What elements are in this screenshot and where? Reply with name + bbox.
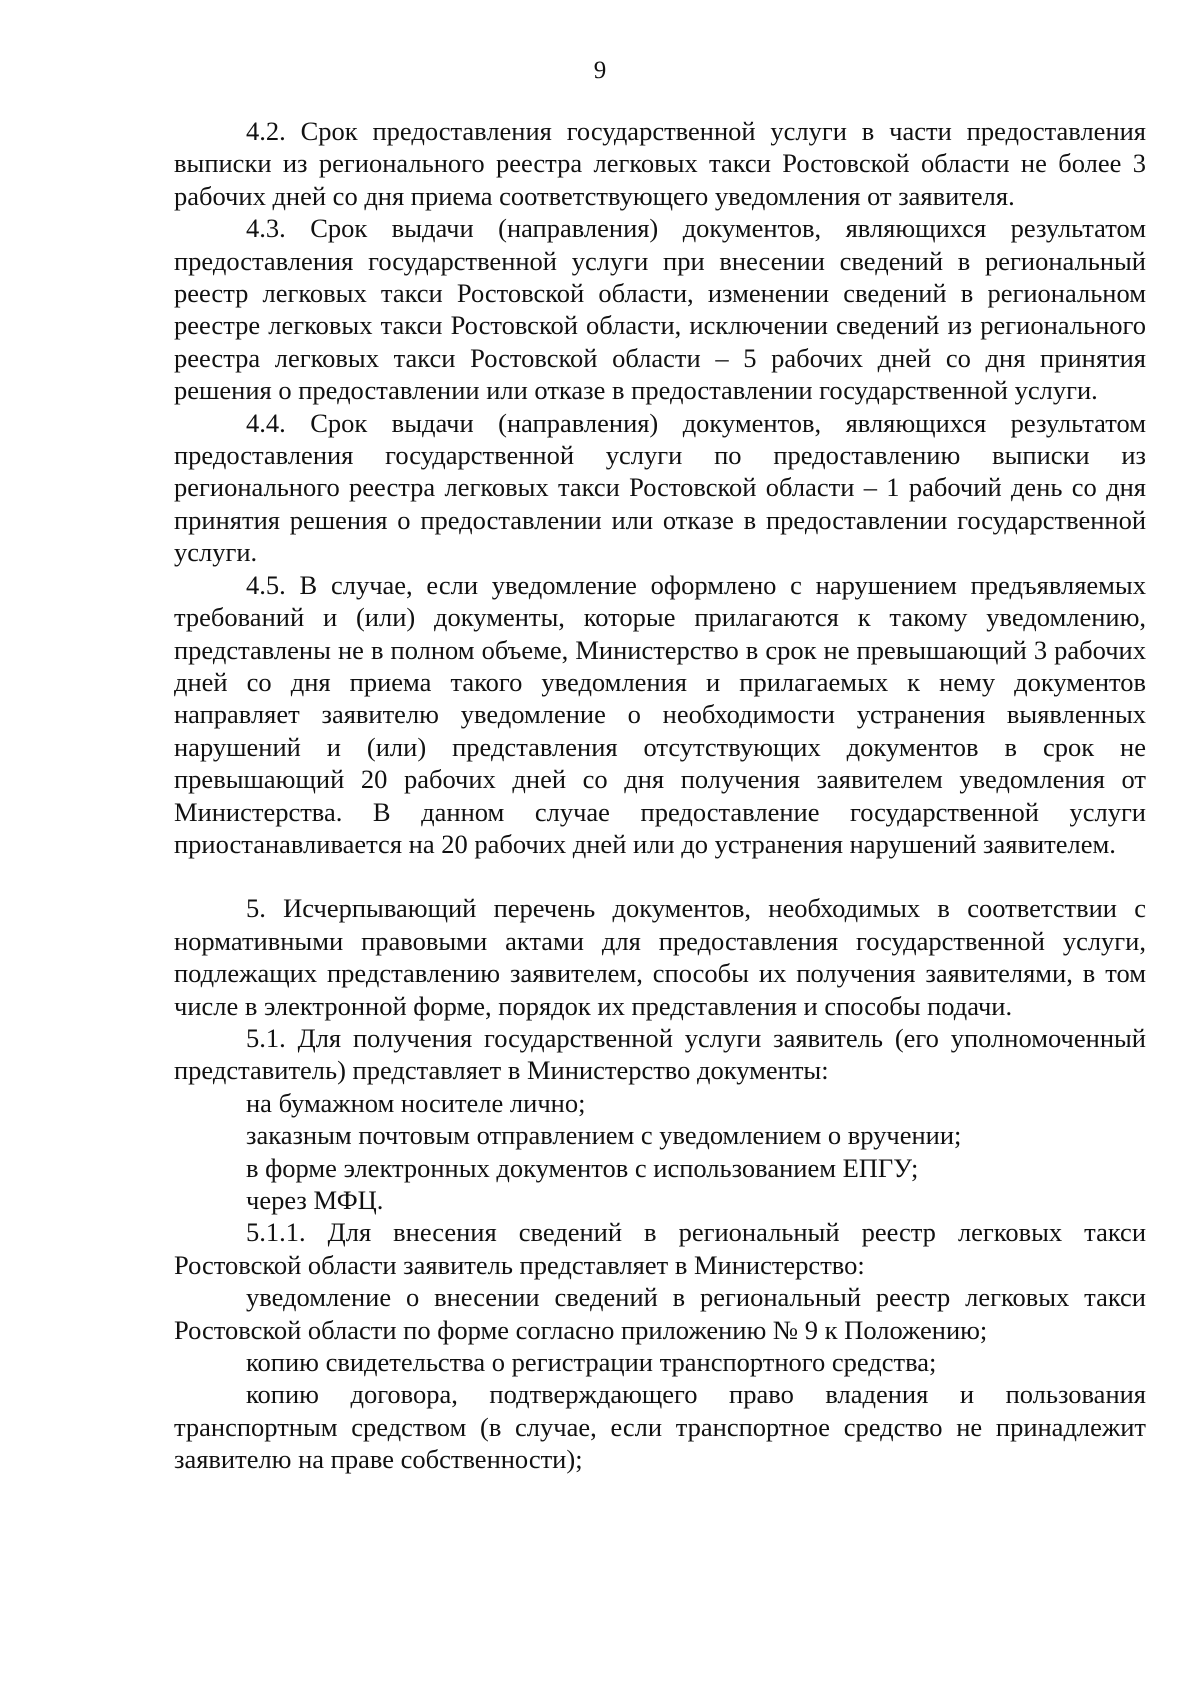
paragraph-5-heading: 5. Исчерпывающий перечень документов, необходимых в соответствии с нормативными правовыми актами для предоставления государственной услуги, подлежащих представлению заявителем, способы их получения заявителями, в том числе в электронной форме, порядок их представления и способы подачи.: [174, 893, 1146, 1021]
list-item: на бумажном носителе лично;: [246, 1087, 586, 1118]
list-item: копию свидетельства о регистрации транспортного средства;: [246, 1347, 937, 1378]
paragraph-4-3: 4.3. Срок выдачи (направления) документов, являющихся результатом предоставления государственной услуги при внесении сведений в региональный реестр легковых такси Ростовской области, изменении сведений в региональном реестре легковых такси Ростовской области, исключении сведений из регионального реестра легковых такси Ростовской области – 5 рабочих дней со дня принятия решения о предоставлении или отказе в предоставлении государственной услуги.: [174, 213, 1146, 406]
list-item: заказным почтовым отправлением с уведомлением о вручении;: [246, 1120, 962, 1151]
paragraph-5-1: 5.1. Для получения государственной услуги заявитель (его уполномоченный представитель) представляет в Министерство документы:: [174, 1022, 1146, 1086]
list-item: копию договора, подтверждающего право владения и пользования транспортным средством (в случае, если транспортное средство не принадлежит заявителю на праве собственности);: [174, 1379, 1146, 1475]
paragraph-4-4: 4.4. Срок выдачи (направления) документов, являющихся результатом предоставления государственной услуги по предоставлению выписки из регионального реестра легковых такси Ростовской области – 1 рабочий день со дня принятия решения о предоставлении или отказе в предоставлении государственной услуги.: [174, 407, 1146, 568]
document-body: [174, 115, 1146, 1476]
list-item: в форме электронных документов с использованием ЕПГУ;: [246, 1152, 919, 1183]
paragraph-4-5: 4.5. В случае, если уведомление оформлено с нарушением предъявляемых требований и (или) документы, которые прилагаются к такому уведомлению, представлены не в полном объеме, Министерство в срок не превышающий 3 рабочих дней со дня приема такого уведомления и прилагаемых к нему документов направляет заявителю уведомление о необходимости устранения выявленных нарушений и (или) представления отсутствующих документов в срок не превышающий 20 рабочих дней со дня получения заявителем уведомления от Министерства. В данном случае предоставление государственной услуги приостанавливается на 20 рабочих дней или до устранения нарушений заявителем.: [174, 569, 1146, 859]
list-item: через МФЦ.: [246, 1185, 384, 1215]
paragraph-5-1-1: 5.1.1. Для внесения сведений в региональный реестр легковых такси Ростовской области заявитель представляет в Министерство:: [174, 1217, 1146, 1280]
paragraph-4-2: 4.2. Срок предоставления государственной услуги в части предоставления выписки из регионального реестра легковых такси Ростовской области не более 3 рабочих дней со дня приема соответствующего уведомления от заявителя.: [174, 116, 1146, 211]
list-item: уведомление о внесении сведений в региональный реестр легковых такси Ростовской области по форме согласно приложению № 9 к Положению;: [174, 1282, 1146, 1345]
page-number: 9: [593, 57, 607, 84]
